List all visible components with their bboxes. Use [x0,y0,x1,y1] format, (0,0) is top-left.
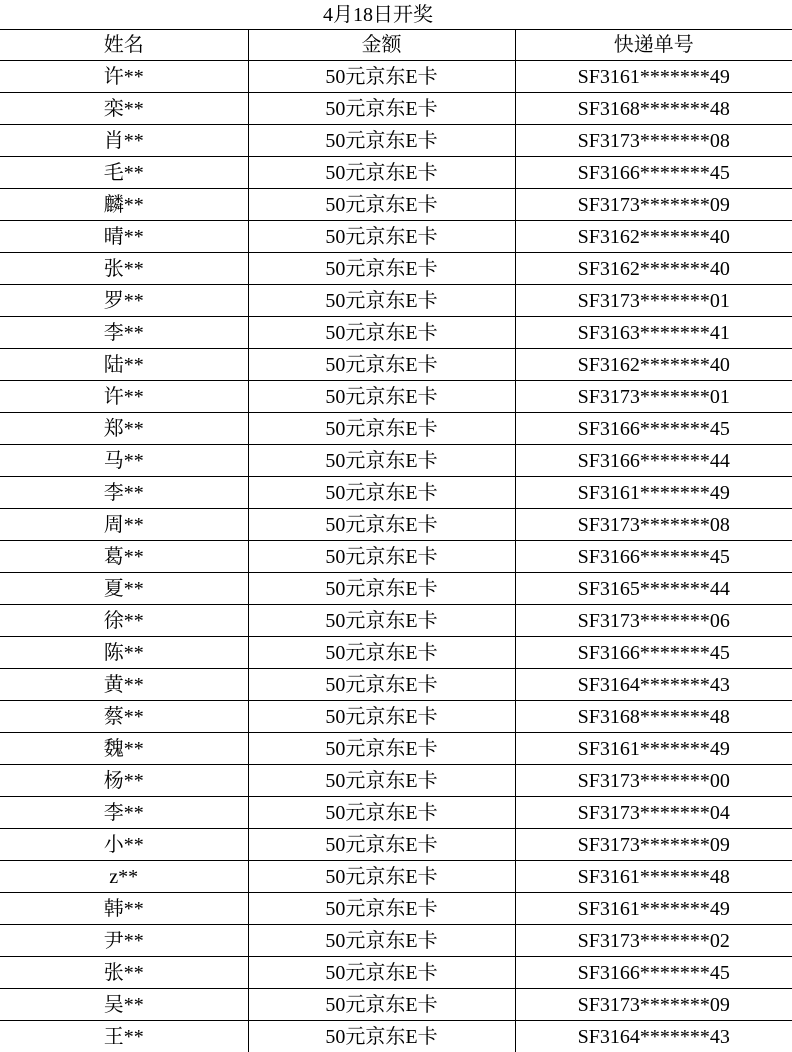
winner-name-cell: 李** [0,317,248,349]
winner-name-cell: 许** [0,61,248,93]
table-row [0,285,792,317]
tracking-number-cell: SF3173*******04 [515,797,792,829]
winner-name-cell: 晴** [0,221,248,253]
header-amount: 金额 [248,30,515,61]
table-row [0,957,792,989]
table-row [0,157,792,189]
tracking-number-cell: SF3173*******08 [515,509,792,541]
table-row [0,189,792,221]
tracking-number-cell: SF3173*******01 [515,285,792,317]
tracking-number-cell: SF3173*******01 [515,381,792,413]
prize-amount-cell: 50元京东E卡 [248,93,515,125]
tracking-number-cell: SF3173*******08 [515,125,792,157]
prize-amount-cell: 50元京东E卡 [248,445,515,477]
table-row [0,925,792,957]
winner-name-cell: 栾** [0,93,248,125]
table-row [0,381,792,413]
winner-name-cell: 小** [0,829,248,861]
tracking-number-cell: SF3173*******00 [515,765,792,797]
table-row [0,893,792,925]
tracking-number-cell: SF3165*******44 [515,573,792,605]
draw-date-title: 4月18日开奖 [0,0,756,30]
table-row [0,93,792,125]
winner-name-cell: 吴** [0,989,248,1021]
prize-amount-cell: 50元京东E卡 [248,157,515,189]
winner-name-cell: 韩** [0,893,248,925]
prize-amount-cell: 50元京东E卡 [248,637,515,669]
prize-amount-cell: 50元京东E卡 [248,989,515,1021]
tracking-number-cell: SF3162*******40 [515,349,792,381]
prize-amount-cell: 50元京东E卡 [248,61,515,93]
header-tracking-number: 快递单号 [515,30,792,61]
table-row [0,989,792,1021]
table-row [0,61,792,93]
table-row [0,733,792,765]
tracking-number-cell: SF3164*******43 [515,669,792,701]
prize-amount-cell: 50元京东E卡 [248,765,515,797]
table-row [0,317,792,349]
tracking-number-cell: SF3161*******49 [515,893,792,925]
prize-amount-cell: 50元京东E卡 [248,925,515,957]
prize-amount-cell: 50元京东E卡 [248,605,515,637]
winner-name-cell: 罗** [0,285,248,317]
prize-amount-cell: 50元京东E卡 [248,317,515,349]
prize-amount-cell: 50元京东E卡 [248,189,515,221]
prize-amount-cell: 50元京东E卡 [248,381,515,413]
prize-amount-cell: 50元京东E卡 [248,733,515,765]
winner-name-cell: 王** [0,1021,248,1052]
table-body [0,61,792,1052]
winner-name-cell: 李** [0,797,248,829]
tracking-number-cell: SF3166*******45 [515,957,792,989]
winner-name-cell: 张** [0,957,248,989]
prize-amount-cell: 50元京东E卡 [248,797,515,829]
table-row [0,669,792,701]
winner-name-cell: 许** [0,381,248,413]
winner-name-cell: 陈** [0,637,248,669]
prize-amount-cell: 50元京东E卡 [248,829,515,861]
winner-name-cell: z** [0,861,248,893]
prize-amount-cell: 50元京东E卡 [248,701,515,733]
winner-name-cell: 郑** [0,413,248,445]
header-name: 姓名 [0,30,248,61]
winner-name-cell: 黄** [0,669,248,701]
prize-amount-cell: 50元京东E卡 [248,541,515,573]
tracking-number-cell: SF3173*******09 [515,989,792,1021]
tracking-number-cell: SF3161*******49 [515,477,792,509]
table-row [0,445,792,477]
prize-amount-cell: 50元京东E卡 [248,669,515,701]
table-row [0,253,792,285]
table-row [0,221,792,253]
prize-amount-cell: 50元京东E卡 [248,349,515,381]
winner-name-cell: 陆** [0,349,248,381]
table-row [0,541,792,573]
table-header-row [0,30,792,61]
table-row [0,765,792,797]
table-row [0,605,792,637]
tracking-number-cell: SF3161*******49 [515,61,792,93]
tracking-number-cell: SF3166*******45 [515,541,792,573]
tracking-number-cell: SF3173*******09 [515,829,792,861]
tracking-number-cell: SF3168*******48 [515,93,792,125]
tracking-number-cell: SF3166*******45 [515,637,792,669]
prize-amount-cell: 50元京东E卡 [248,861,515,893]
winner-name-cell: 魏** [0,733,248,765]
prize-amount-cell: 50元京东E卡 [248,957,515,989]
prize-amount-cell: 50元京东E卡 [248,125,515,157]
winner-name-cell: 尹** [0,925,248,957]
prize-amount-cell: 50元京东E卡 [248,477,515,509]
winner-name-cell: 张** [0,253,248,285]
tracking-number-cell: SF3166*******44 [515,445,792,477]
prize-amount-cell: 50元京东E卡 [248,413,515,445]
tracking-number-cell: SF3163*******41 [515,317,792,349]
table-row [0,797,792,829]
table-row [0,829,792,861]
tracking-number-cell: SF3173*******02 [515,925,792,957]
prize-amount-cell: 50元京东E卡 [248,573,515,605]
prize-amount-cell: 50元京东E卡 [248,285,515,317]
table-row [0,1021,792,1052]
winners-table [0,29,792,1052]
table-row [0,701,792,733]
table-row [0,861,792,893]
tracking-number-cell: SF3173*******06 [515,605,792,637]
prize-amount-cell: 50元京东E卡 [248,893,515,925]
winner-name-cell: 徐** [0,605,248,637]
winner-name-cell: 夏** [0,573,248,605]
tracking-number-cell: SF3168*******48 [515,701,792,733]
tracking-number-cell: SF3161*******49 [515,733,792,765]
winner-name-cell: 杨** [0,765,248,797]
table-row [0,125,792,157]
table-row [0,413,792,445]
table-row [0,509,792,541]
winner-name-cell: 蔡** [0,701,248,733]
winner-name-cell: 马** [0,445,248,477]
table-row [0,477,792,509]
prize-amount-cell: 50元京东E卡 [248,509,515,541]
winner-name-cell: 肖** [0,125,248,157]
table-row [0,637,792,669]
winner-name-cell: 毛** [0,157,248,189]
winner-name-cell: 李** [0,477,248,509]
tracking-number-cell: SF3162*******40 [515,253,792,285]
tracking-number-cell: SF3164*******43 [515,1021,792,1052]
table-row [0,349,792,381]
tracking-number-cell: SF3162*******40 [515,221,792,253]
tracking-number-cell: SF3161*******48 [515,861,792,893]
winner-name-cell: 葛** [0,541,248,573]
tracking-number-cell: SF3173*******09 [515,189,792,221]
tracking-number-cell: SF3166*******45 [515,413,792,445]
prize-amount-cell: 50元京东E卡 [248,253,515,285]
winner-name-cell: 周** [0,509,248,541]
tracking-number-cell: SF3166*******45 [515,157,792,189]
winner-name-cell: 麟** [0,189,248,221]
prize-amount-cell: 50元京东E卡 [248,221,515,253]
table-row [0,573,792,605]
prize-amount-cell: 50元京东E卡 [248,1021,515,1052]
